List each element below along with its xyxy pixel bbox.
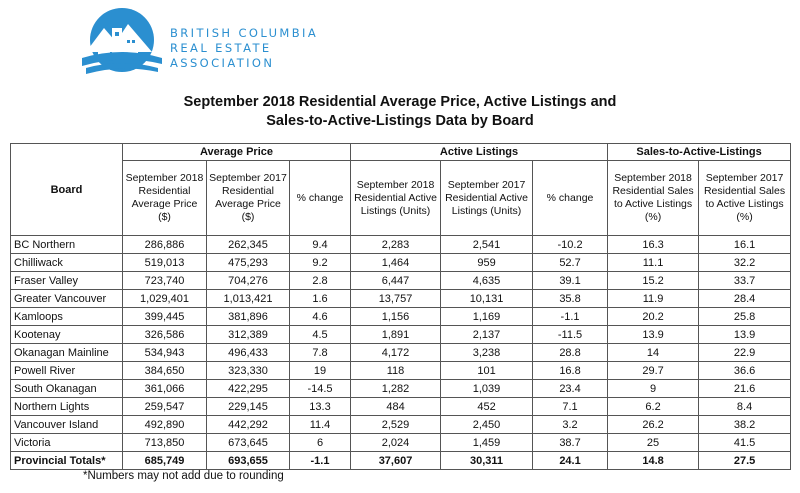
table-cell: 9 (608, 380, 699, 398)
table-cell: 14 (608, 344, 699, 362)
table-cell: 492,890 (123, 416, 207, 434)
table-row (11, 344, 791, 362)
logo-line-1: BRITISH COLUMBIA (170, 26, 319, 40)
page-title (0, 93, 800, 131)
table-cell: 16.3 (608, 236, 699, 254)
table-cell: -10.2 (533, 236, 608, 254)
table-cell: 6,447 (351, 272, 441, 290)
table-cell: 484 (351, 398, 441, 416)
column-header: September 2017 Residential Average Price ($) (207, 161, 290, 236)
table-cell: 959 (441, 254, 533, 272)
table-cell: 2,283 (351, 236, 441, 254)
bcrea-logo (72, 6, 319, 86)
table-cell: 13.9 (699, 326, 791, 344)
title-line-1: September 2018 Residential Average Price, Active Listings and (183, 94, 617, 110)
table-cell: 8.4 (699, 398, 791, 416)
table-cell: 399,445 (123, 308, 207, 326)
table-cell: 11.1 (608, 254, 699, 272)
table-cell: 25.8 (699, 308, 791, 326)
table-cell: -1.1 (533, 308, 608, 326)
table-cell: 1,891 (351, 326, 441, 344)
table-cell: 673,645 (207, 434, 290, 452)
table-cell: 1,169 (441, 308, 533, 326)
board-name-cell: Greater Vancouver (11, 290, 123, 308)
table-cell: 24.1 (533, 452, 608, 470)
table-cell: 26.2 (608, 416, 699, 434)
table-cell: 11.4 (290, 416, 351, 434)
table-cell: 19 (290, 362, 351, 380)
table-cell: 20.2 (608, 308, 699, 326)
board-name-cell: BC Northern (11, 236, 123, 254)
table-cell: 3.2 (533, 416, 608, 434)
data-table (10, 143, 791, 470)
table-cell: 1,156 (351, 308, 441, 326)
column-header-row (11, 161, 791, 236)
board-name-cell: Okanagan Mainline (11, 344, 123, 362)
column-header: September 2017 Residential Active Listings (Units) (441, 161, 533, 236)
table-cell: 16.8 (533, 362, 608, 380)
column-header: September 2018 Residential Active Listings (Units) (351, 161, 441, 236)
table-cell: 4,635 (441, 272, 533, 290)
table-cell: 52.7 (533, 254, 608, 272)
table-row (11, 362, 791, 380)
group-active-listings: Active Listings (351, 144, 608, 161)
table-cell: 2.8 (290, 272, 351, 290)
table-cell: 7.8 (290, 344, 351, 362)
table-cell: 1,029,401 (123, 290, 207, 308)
table-cell: 22.9 (699, 344, 791, 362)
table-cell: 1,013,421 (207, 290, 290, 308)
table-cell: 37,607 (351, 452, 441, 470)
table-body (11, 236, 791, 470)
table-cell: 259,547 (123, 398, 207, 416)
table-cell: 21.6 (699, 380, 791, 398)
table-cell: 704,276 (207, 272, 290, 290)
table-row (11, 290, 791, 308)
table-cell: 13.3 (290, 398, 351, 416)
table-row (11, 380, 791, 398)
table-row (11, 398, 791, 416)
board-name-cell: Provincial Totals* (11, 452, 123, 470)
table-cell: 2,024 (351, 434, 441, 452)
logo-mark-icon (72, 6, 168, 84)
table-cell: 2,450 (441, 416, 533, 434)
table-cell: 13,757 (351, 290, 441, 308)
table-cell: 14.8 (608, 452, 699, 470)
table-cell: -1.1 (290, 452, 351, 470)
table-cell: 16.1 (699, 236, 791, 254)
table-cell: 15.2 (608, 272, 699, 290)
table-cell: 4.6 (290, 308, 351, 326)
table-cell: 381,896 (207, 308, 290, 326)
column-header: September 2018 Residential Average Price ($) (123, 161, 207, 236)
table-cell: -14.5 (290, 380, 351, 398)
table-cell: 534,943 (123, 344, 207, 362)
table-cell: 723,740 (123, 272, 207, 290)
table-cell: 36.6 (699, 362, 791, 380)
table-cell: 442,292 (207, 416, 290, 434)
logo-line-2: REAL ESTATE (170, 41, 272, 55)
table-cell: 32.2 (699, 254, 791, 272)
table-cell: 39.1 (533, 272, 608, 290)
table-cell: 685,749 (123, 452, 207, 470)
table-cell: 101 (441, 362, 533, 380)
table-row (11, 236, 791, 254)
table-cell: 35.8 (533, 290, 608, 308)
table-row (11, 308, 791, 326)
table-cell: 519,013 (123, 254, 207, 272)
table-cell: 713,850 (123, 434, 207, 452)
board-name-cell: South Okanagan (11, 380, 123, 398)
table-cell: 361,066 (123, 380, 207, 398)
table-cell: 13.9 (608, 326, 699, 344)
table-cell: 229,145 (207, 398, 290, 416)
board-header: Board (11, 144, 123, 236)
table-cell: 4.5 (290, 326, 351, 344)
board-name-cell: Northern Lights (11, 398, 123, 416)
table-row (11, 272, 791, 290)
table-cell: 9.2 (290, 254, 351, 272)
table-cell: 422,295 (207, 380, 290, 398)
table-cell: 1,464 (351, 254, 441, 272)
group-average-price: Average Price (123, 144, 351, 161)
table-cell: 2,541 (441, 236, 533, 254)
table-row (11, 254, 791, 272)
table-cell: 475,293 (207, 254, 290, 272)
board-name-cell: Kamloops (11, 308, 123, 326)
table-cell: 2,137 (441, 326, 533, 344)
table-cell: 6.2 (608, 398, 699, 416)
table-cell: 2,529 (351, 416, 441, 434)
logo-text (170, 26, 318, 71)
column-header: September 2018 Residential Sales to Active Listings (%) (608, 161, 699, 236)
table-cell: 4,172 (351, 344, 441, 362)
table-cell: 286,886 (123, 236, 207, 254)
table-cell: 9.4 (290, 236, 351, 254)
table-cell: 326,586 (123, 326, 207, 344)
table-cell: 1.6 (290, 290, 351, 308)
table-cell: 10,131 (441, 290, 533, 308)
group-sales-to-active: Sales-to-Active-Listings (608, 144, 791, 161)
board-name-cell: Chilliwack (11, 254, 123, 272)
column-header: % change (533, 161, 608, 236)
table-cell: 262,345 (207, 236, 290, 254)
table-cell: 1,282 (351, 380, 441, 398)
table-cell: 3,238 (441, 344, 533, 362)
table-cell: 38.2 (699, 416, 791, 434)
column-header: % change (290, 161, 351, 236)
table-cell: -11.5 (533, 326, 608, 344)
table-cell: 11.9 (608, 290, 699, 308)
table-cell: 452 (441, 398, 533, 416)
table-cell: 28.4 (699, 290, 791, 308)
table-cell: 29.7 (608, 362, 699, 380)
table-cell: 384,650 (123, 362, 207, 380)
footnote: *Numbers may not add due to rounding (83, 470, 284, 482)
table-cell: 41.5 (699, 434, 791, 452)
table-cell: 7.1 (533, 398, 608, 416)
table-cell: 28.8 (533, 344, 608, 362)
table-cell: 30,311 (441, 452, 533, 470)
table-cell: 693,655 (207, 452, 290, 470)
column-header: September 2017 Residential Sales to Active Listings (%) (699, 161, 791, 236)
board-name-cell: Fraser Valley (11, 272, 123, 290)
board-name-cell: Powell River (11, 362, 123, 380)
table-row (11, 326, 791, 344)
table-cell: 23.4 (533, 380, 608, 398)
group-header-row (11, 144, 791, 161)
table-cell: 1,039 (441, 380, 533, 398)
table-cell: 27.5 (699, 452, 791, 470)
table-cell: 1,459 (441, 434, 533, 452)
table-cell: 496,433 (207, 344, 290, 362)
table-cell: 118 (351, 362, 441, 380)
table-row (11, 416, 791, 434)
title-line-2: Sales-to-Active-Listings Data by Board (266, 113, 534, 129)
logo-line-3: ASSOCIATION (170, 56, 275, 70)
table-cell: 33.7 (699, 272, 791, 290)
board-name-cell: Victoria (11, 434, 123, 452)
table-cell: 25 (608, 434, 699, 452)
table-row (11, 434, 791, 452)
table-cell: 38.7 (533, 434, 608, 452)
board-name-cell: Kootenay (11, 326, 123, 344)
table-cell: 323,330 (207, 362, 290, 380)
total-row (11, 452, 791, 470)
board-name-cell: Vancouver Island (11, 416, 123, 434)
table-cell: 6 (290, 434, 351, 452)
table-cell: 312,389 (207, 326, 290, 344)
